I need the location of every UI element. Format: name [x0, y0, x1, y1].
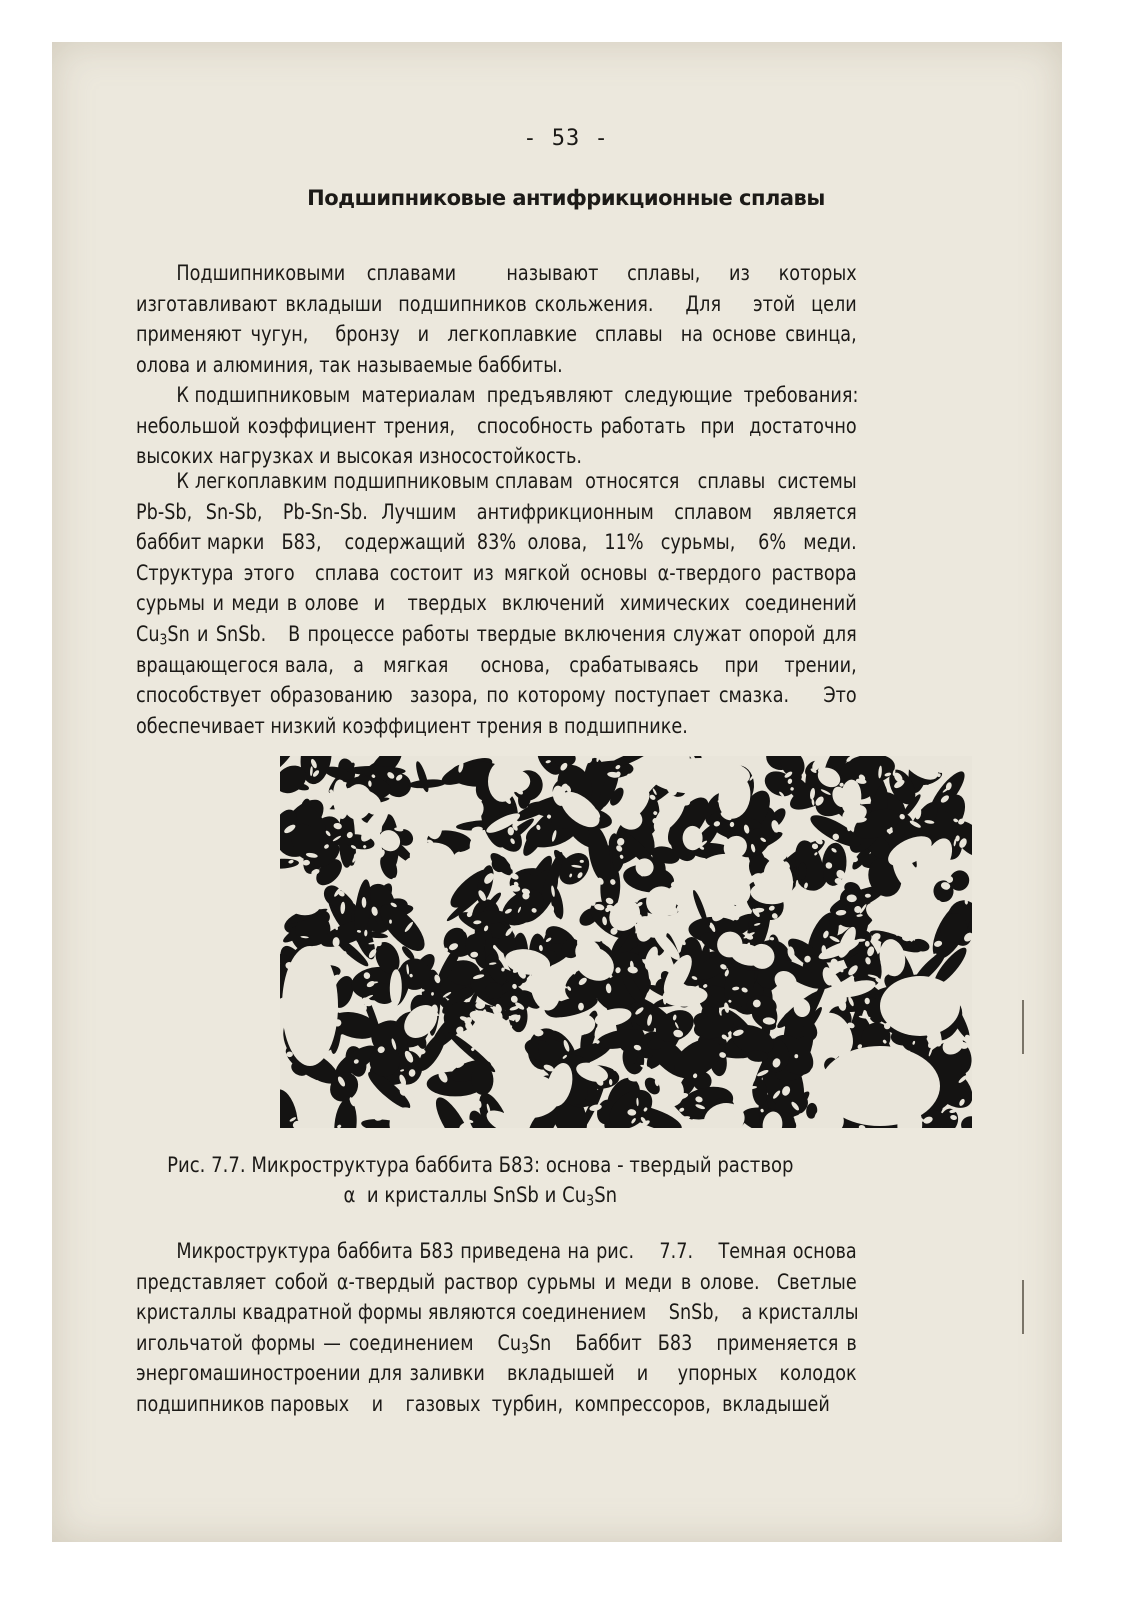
scan-edge-mark — [1022, 1000, 1024, 1054]
text-line: К легкоплавким подшипниковым сплавам относятся сплавы системы — [176, 469, 857, 493]
text-line: Микроструктура баббита Б83 приведена на рис. 7.7. Темная основа — [176, 1239, 857, 1263]
scan-edge-mark — [1022, 1280, 1024, 1334]
figure-caption-line-2: α и кристаллы SnSb и $Cu_3Sn$ — [343, 1183, 618, 1210]
paragraph-4 — [136, 1236, 857, 1420]
text-line: представляет собой α-твердый раствор сурьмы и меди в олове. Светлые — [136, 1269, 857, 1294]
page-number: - 53 - — [523, 126, 609, 151]
text-line: Pb-Sb, Sn-Sb, Pb-Sn-Sb. Лучшим антифрикционным сплавом является — [136, 499, 857, 524]
text-line: обеспечивает низкий коэффициент трения в подшипнике. — [136, 713, 688, 738]
text-line: подшипников паровых и газовых турбин, компрессоров, вкладышей — [136, 1391, 830, 1416]
paragraph-2 — [136, 380, 857, 472]
text-line: Структура этого сплава состоит из мягкой основы α-твердого раствора — [136, 560, 857, 585]
section-title: Подшипниковые антифрикционные сплавы — [307, 186, 825, 210]
text-line: вращающегося вала, а мягкая основа, срабатываясь при трении, — [136, 652, 857, 677]
text-line: игольчатой формы — соединением $Cu_3Sn$ Баббит Б83 применяется в — [136, 1330, 857, 1358]
paragraph-3 — [136, 466, 857, 741]
text-line: К подшипниковым материалам предъявляют следующие требования: — [176, 383, 859, 407]
text-line: баббит марки Б83, содержащий 83% олова, 11% сурьмы, 6% меди. — [136, 530, 857, 555]
text-line: изготавливают вкладыши подшипников скольжения. Для этой цели — [136, 291, 857, 316]
text-line: энергомашиностроении для заливки вкладышей и упорных колодок — [136, 1361, 857, 1386]
text-line: небольшой коэффициент трения, способность работать при достаточно — [136, 413, 857, 438]
paragraph-1 — [136, 258, 857, 380]
text-line: олова и алюминия, так называемые баббиты. — [136, 352, 563, 377]
text-line: $Cu_3Sn$ и SnSb. В процессе работы твердые включения служат опорой для — [136, 621, 857, 649]
micrograph-image — [280, 756, 972, 1128]
text-line: кристаллы квадратной формы являются соединением SnSb, а кристаллы — [136, 1300, 859, 1325]
text-line: Подшипниковыми сплавами называют сплавы, из которых — [176, 261, 857, 285]
text-line: способствует образованию зазора, по которому поступает смазка. Это — [136, 683, 857, 708]
text-line: высоких нагрузках и высокая износостойкость. — [136, 444, 583, 469]
text-line: применяют чугун, бронзу и легкоплавкие сплавы на основе свинца, — [136, 322, 857, 347]
figure-caption-line-1: Рис. 7.7. Микроструктура баббита Б83: основа - твердый раствор — [167, 1153, 794, 1177]
text-line: сурьмы и меди в олове и твердых включений химических соединений — [136, 591, 857, 616]
